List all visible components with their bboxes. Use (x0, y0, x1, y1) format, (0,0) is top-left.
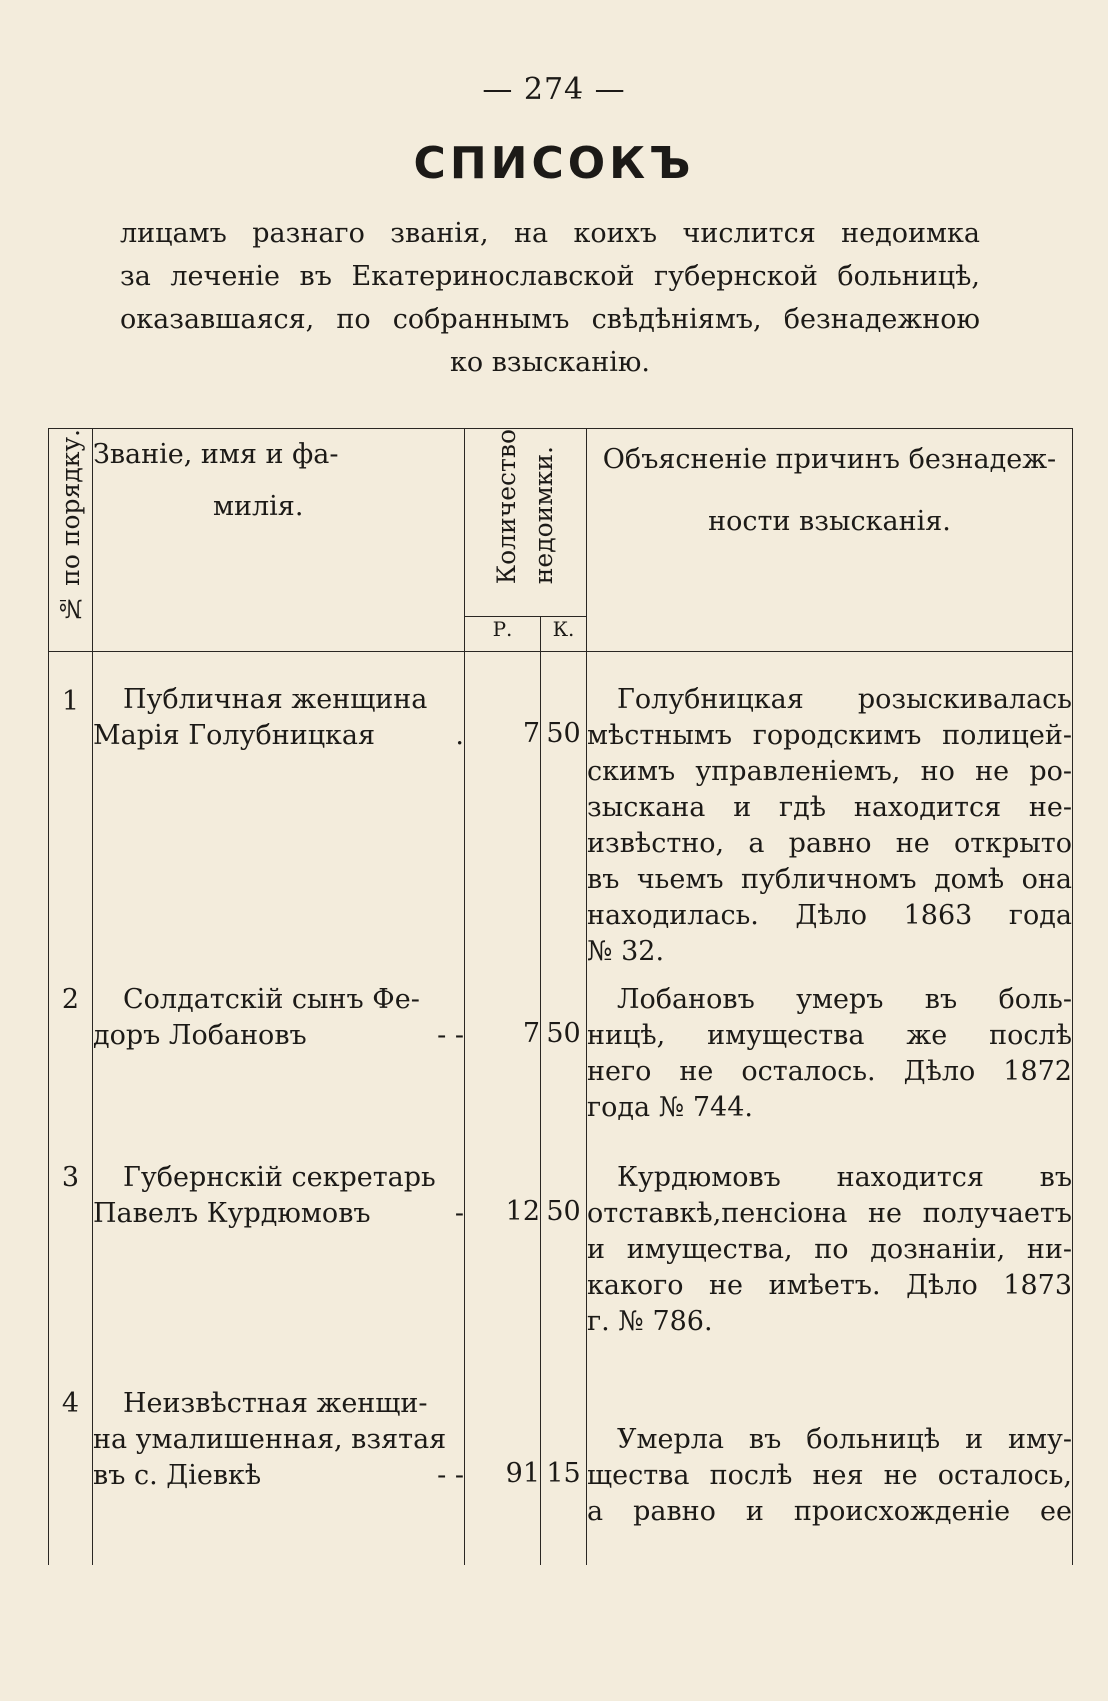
row-name: Публичная женщина Марія Голубницкая . (93, 652, 465, 971)
header-quantity: Количество недоимки. (465, 429, 587, 617)
header-kopecks: К. (541, 616, 587, 651)
row-rubles: 91 (465, 1374, 541, 1565)
row-number: 1 (49, 652, 93, 971)
row-explanation: Умерла въ больницѣ и иму- щества послѣ нея не осталось, а равно и происхожденіе ее (587, 1374, 1073, 1565)
subtitle-line: оказавшаяся, по собраннымъ свѣдѣніямъ, безнадежною (120, 304, 980, 335)
row-explanation: Голубницкая розыскивалась мѣстнымъ городскимъ полицей- скимъ управленіемъ, но не ро- зыскана и гдѣ находится не- извѣстно, а равно не открыто въ чьемъ публичномъ домѣ она находилась. Дѣло 1863 года № 32. (587, 652, 1073, 971)
row-kopecks: 50 (541, 970, 587, 1144)
row-kopecks: 50 (541, 652, 587, 971)
subtitle-line: за леченіе въ Екатеринославской губернской больницѣ, (120, 261, 980, 292)
row-number: 3 (49, 1144, 93, 1374)
row-explanation: Курдюмовъ находится въ отставкѣ,пенсіона не получаетъ и имущества, по дознаніи, ни- какого не имѣетъ. Дѣло 1873 г. № 786. (587, 1144, 1073, 1374)
row-rubles: 12 (465, 1144, 541, 1374)
subtitle-line: ко взысканію. (450, 347, 650, 378)
row-rubles: 7 (465, 652, 541, 971)
row-name: Неизвѣстная женщи- на умалишенная, взятая въ с. Діевкѣ - - (93, 1374, 465, 1565)
row-explanation: Лобановъ умеръ въ боль- ницѣ, имущества же послѣ него не осталось. Дѣло 1872 года № 744. (587, 970, 1073, 1144)
row-number: 4 (49, 1374, 93, 1565)
row-number: 2 (49, 970, 93, 1144)
row-rubles: 7 (465, 970, 541, 1144)
subtitle-line: лицамъ разнаго званія, на коихъ числится недоимка (120, 218, 980, 249)
header-name: Званіе, имя и фа- милія. (93, 429, 465, 652)
arrears-table (48, 428, 1073, 1565)
page-number: — 274 — (482, 72, 626, 107)
table-row (49, 652, 1073, 971)
table-row (49, 1374, 1073, 1565)
header-explanation: Объясненіе причинъ безнадеж- ности взысканія. (587, 429, 1073, 652)
row-name: Солдатскій сынъ Фе- доръ Лобановъ - - (93, 970, 465, 1144)
header-number: № по порядку. (49, 429, 93, 652)
table-row (49, 1144, 1073, 1374)
row-kopecks: 15 (541, 1374, 587, 1565)
document-title: СПИСОКЪ (413, 138, 695, 189)
document-subtitle (120, 212, 980, 384)
row-name: Губернскій секретарь Павелъ Курдюмовъ - (93, 1144, 465, 1374)
row-kopecks: 50 (541, 1144, 587, 1374)
table-row (49, 970, 1073, 1144)
header-rubles: Р. (465, 616, 541, 651)
